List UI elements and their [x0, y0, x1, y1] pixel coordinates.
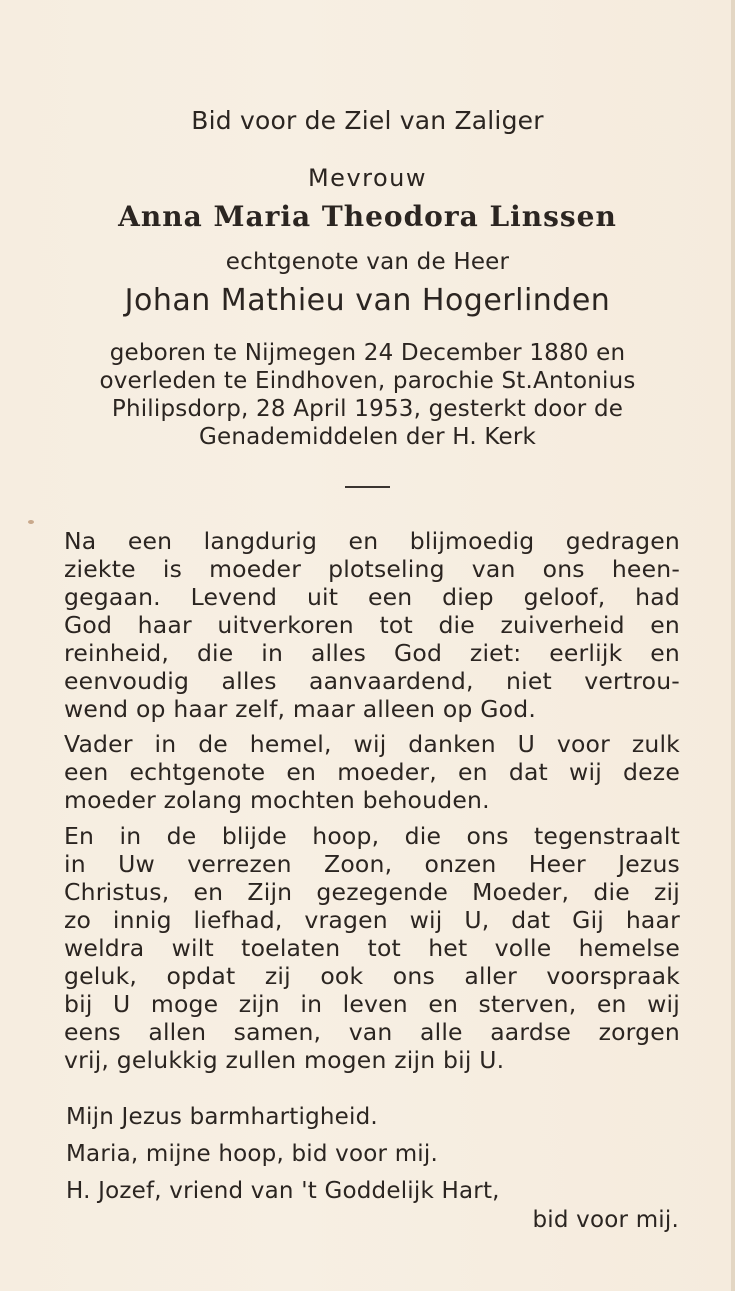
paragraph-line: reinheid, die in alles God ziet: eerlijk en: [64, 639, 680, 667]
section-divider: [345, 486, 390, 488]
paragraph-line: moeder zolang mochten behouden.: [64, 786, 490, 814]
biography-line: geboren te Nijmegen 24 December 1880 en: [109, 340, 626, 366]
prayer-line: Mijn Jezus barmhartigheid.: [66, 1104, 378, 1130]
biography-line: Philipsdorp, 28 April 1953, gesterkt door de: [111, 396, 624, 422]
spouse-name: Johan Mathieu van Hogerlinden: [124, 283, 611, 318]
paragraph-line: ziekte is moeder plotseling van ons heen-: [64, 555, 680, 583]
biography-line: Genademiddelen der H. Kerk: [198, 424, 537, 450]
spouse-intro: echtgenote van de Heer: [225, 249, 510, 275]
paragraph-line: eens allen samen, van alle aardse zorgen: [64, 1018, 680, 1046]
prayer-line: bid voor mij.: [532, 1207, 679, 1233]
paragraph-line: Na een langdurig en blijmoedig gedragen: [64, 527, 680, 555]
paragraph-line: Vader in de hemel, wij danken U voor zulk: [64, 730, 680, 758]
biography-line: overleden te Eindhoven, parochie St.Antonius: [99, 368, 636, 394]
paper-speck: [28, 520, 34, 524]
paragraph-line: in Uw verrezen Zoon, onzen Heer Jezus: [64, 850, 680, 878]
paragraph-line: bij U moge zijn in leven en sterven, en wij: [64, 990, 680, 1018]
paragraph-line: wend op haar zelf, maar alleen op God.: [64, 695, 536, 723]
paragraph-line: een echtgenote en moeder, en dat wij deze: [64, 758, 680, 786]
paragraph-line: eenvoudig alles aanvaardend, niet vertrou-: [64, 667, 680, 695]
deceased-name: Anna Maria Theodora Linssen: [118, 200, 617, 233]
paragraph-line: God haar uitverkoren tot die zuiverheid en: [64, 611, 680, 639]
paragraph-line: weldra wilt toelaten tot het volle hemelse: [64, 934, 680, 962]
paragraph-line: gegaan. Levend uit een diep geloof, had: [64, 583, 680, 611]
paragraph-line: Christus, en Zijn gezegende Moeder, die zij: [64, 878, 680, 906]
prayer-line: H. Jozef, vriend van 't Goddelijk Hart,: [66, 1178, 500, 1204]
prayer-intro: Bid voor de Ziel van Zaliger: [191, 106, 544, 135]
paragraph-line: zo innig liefhad, vragen wij U, dat Gij haar: [64, 906, 680, 934]
title-honorific: Mevrouw: [307, 164, 428, 192]
paragraph-line: geluk, opdat zij ook ons aller voorspraak: [64, 962, 680, 990]
paragraph-line: vrij, gelukkig zullen mogen zijn bij U.: [64, 1046, 505, 1074]
paragraph-line: En in de blijde hoop, die ons tegenstraalt: [64, 822, 680, 850]
prayer-line: Maria, mijne hoop, bid voor mij.: [66, 1141, 438, 1167]
